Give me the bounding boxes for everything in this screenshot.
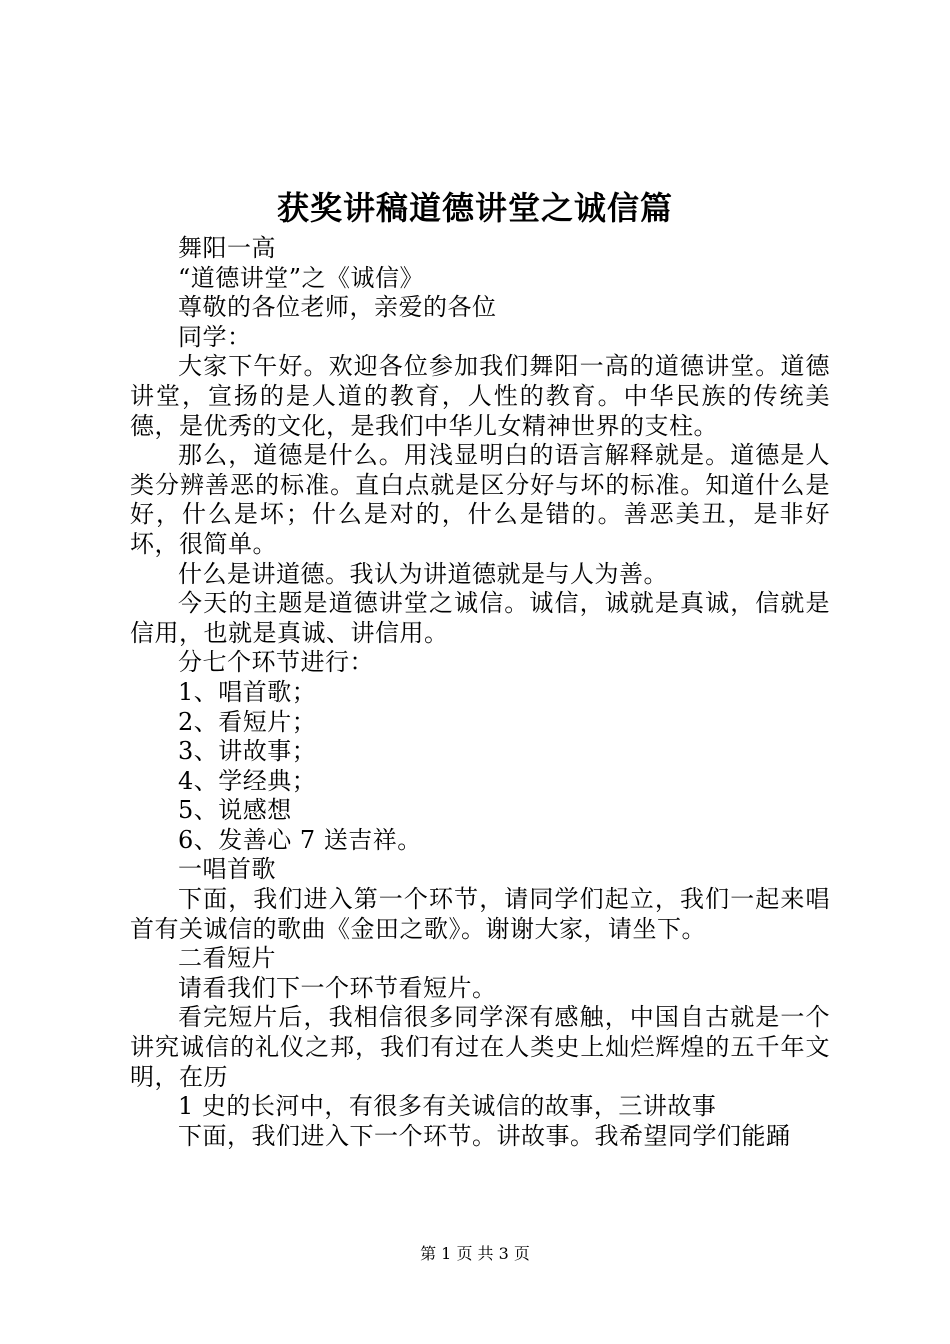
paragraph: 看完短片后，我相信很多同学深有感触，中国自古就是一个讲究诚信的礼仪之邦，我们有过在人类史上灿烂辉煌的五千年文明，在历 [130, 1003, 830, 1091]
paragraph: 那么，道德是什么。用浅显明白的语言解释就是。道德是人类分辨善恶的标准。直白点就是区分好与坏的标准。知道什么是好，什么是坏；什么是对的，什么是错的。善恶美丑，是非好坏，很简单。 [130, 441, 830, 558]
paragraph: 同学： [178, 322, 252, 351]
section-heading: 二看短片 [178, 944, 276, 973]
paragraph: 尊敬的各位老师，亲爱的各位 [178, 293, 497, 322]
paragraph: 舞阳一高 [178, 234, 276, 262]
list-item: 6、发善心 7 送吉祥。 [178, 825, 422, 854]
list-item: 3、讲故事； [178, 737, 317, 766]
section-heading: 一唱首歌 [178, 855, 276, 884]
paragraph: 下面，我们进入第一个环节，请同学们起立，我们一起来唱首有关诚信的歌曲《金田之歌》。谢谢大家，请坐下。 [130, 885, 830, 943]
document-body [130, 234, 830, 1151]
list-item: 1、唱首歌； [178, 677, 317, 706]
paragraph: 今天的主题是道德讲堂之诚信。诚信，诚就是真诚，信就是信用，也就是真诚、讲信用。 [130, 589, 830, 647]
paragraph: 什么是讲道德。我认为讲道德就是与人为善。 [178, 559, 668, 588]
paragraph: “道德讲堂”之《诚信》 [178, 263, 425, 292]
paragraph: 请看我们下一个环节看短片。 [178, 973, 497, 1002]
list-item: 5、说感想 [178, 796, 292, 825]
paragraph: 大家下午好。欢迎各位参加我们舞阳一高的道德讲堂。道德讲堂，宣扬的是人道的教育，人性的教育。中华民族的传统美德，是优秀的文化，是我们中华儿女精神世界的支柱。 [130, 352, 830, 440]
document-title: 获奖讲稿道德讲堂之诚信篇 [276, 189, 673, 227]
paragraph: 分七个环节进行： [178, 648, 374, 677]
page-footer: 第 1 页 共 3 页 [420, 1244, 530, 1263]
paragraph: 1 史的长河中，有很多有关诚信的故事，三讲故事 [178, 1092, 717, 1121]
list-item: 4、学经典； [178, 766, 317, 795]
paragraph: 下面，我们进入下一个环节。讲故事。我希望同学们能踊 [178, 1121, 791, 1150]
list-item: 2、看短片； [178, 707, 317, 736]
